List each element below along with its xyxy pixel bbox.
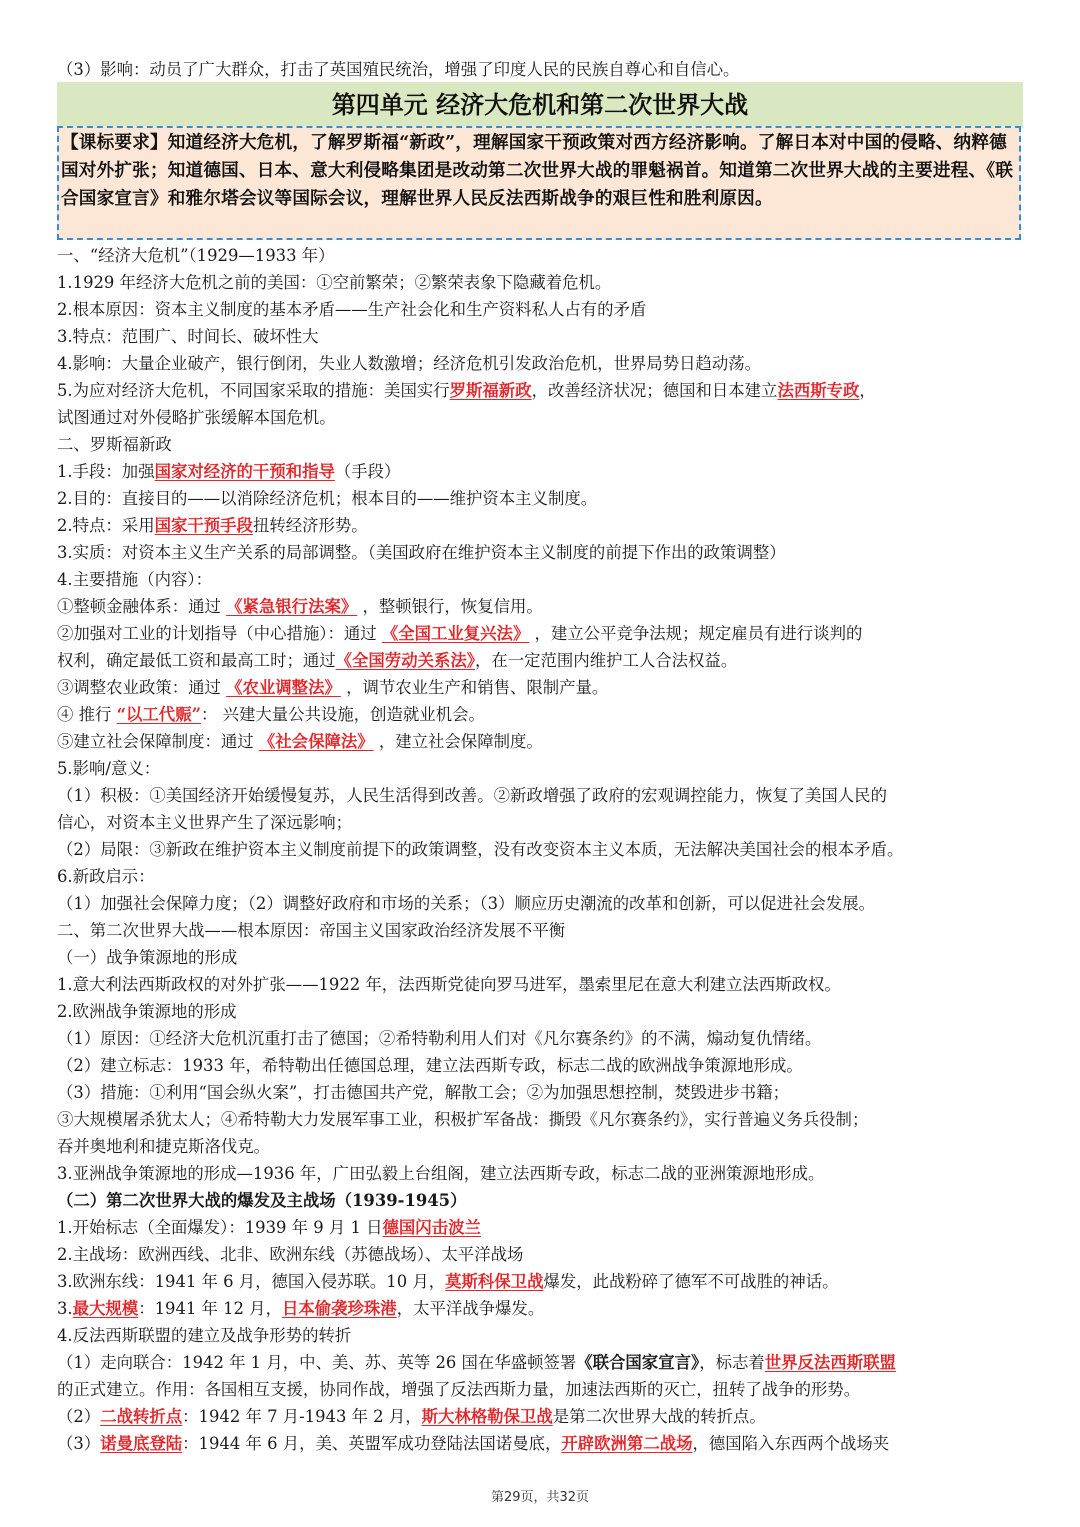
highlight-term: 日本偷袭珍珠港 bbox=[281, 1299, 397, 1318]
text-line: （2）二战转折点：1942 年 7 月-1943 年 2 月，斯大林格勒保卫战是第二次世界大战的转折点。 bbox=[57, 1407, 766, 1426]
text-line: 3.特点：范围广、时间长、破坏性大 bbox=[57, 327, 319, 346]
text-line: 4.影响：大量企业破产，银行倒闭，失业人数激增；经济危机引发政治危机，世界局势日趋动荡。 bbox=[57, 354, 762, 373]
text-line: （3）诺曼底登陆：1944 年 6 月，美、英盟军成功登陆法国诺曼底，开辟欧洲第二战场，德国陷入东西两个战场夹 bbox=[57, 1434, 890, 1453]
section-heading: 二、罗斯福新政 bbox=[57, 435, 172, 454]
page-number: 第29页，共32页 bbox=[490, 1490, 590, 1505]
highlight-term: 《紧急银行法案》 bbox=[226, 597, 358, 616]
text-line: ③大规模屠杀犹太人；④希特勒大力发展军事工业，积极扩军备战：撕毁《凡尔赛条约》，实行普遍义务兵役制； bbox=[57, 1110, 869, 1129]
text-line: （1）积极：①美国经济开始缓慢复苏，人民生活得到改善。②新政增强了政府的宏观调控能力，恢复了美国人民的 bbox=[57, 786, 887, 805]
text-line: （3）影响：动员了广大群众，打击了英国殖民统治，增强了印度人民的民族自尊心和自信心。 bbox=[57, 60, 740, 79]
text-line: （3）措施：①利用“国会纵火案”，打击德国共产党，解散工会；②为加强思想控制，焚毁进步书籍； bbox=[57, 1083, 789, 1102]
text-line: 3.欧洲东线：1941 年 6 月，德国入侵苏联。10 月，莫斯科保卫战爆发，此战粉碎了德军不可战胜的神话。 bbox=[57, 1272, 839, 1291]
text-line: ④ 推行 “以工代赈”： 兴建大量公共设施，创造就业机会。 bbox=[57, 705, 485, 724]
highlight-term: 国家干预手段 bbox=[154, 516, 253, 535]
highlight-term: 《全国工业复兴法》 bbox=[381, 624, 530, 643]
text-line: （1）原因：①经济大危机沉重打击了德国；②希特勒利用人们对《凡尔赛条约》的不满，煽动复仇情绪。 bbox=[57, 1029, 822, 1048]
text-line: 2.欧洲战争策源地的形成 bbox=[57, 1002, 237, 1021]
highlight-term: 莫斯科保卫战 bbox=[445, 1272, 544, 1291]
highlight-term: 二战转折点 bbox=[100, 1407, 183, 1426]
text-line: （1）走向联合：1942 年 1 月，中、美、苏、英等 26 国在华盛顿签署《联合国家宣言》，标志着世界反法西斯联盟 bbox=[57, 1353, 896, 1372]
text-line: 4.主要措施（内容）： bbox=[57, 570, 212, 589]
text-line: 1.开始标志（全面爆发）：1939 年 9 月 1 日德国闪击波兰 bbox=[57, 1218, 481, 1237]
highlight-term: 《全国劳动关系法》 bbox=[335, 651, 475, 670]
highlight-term: “以工代赈” bbox=[116, 705, 202, 724]
text-line: 权利，确定最低工资和最高工时；通过《全国劳动关系法》，在一定范围内维护工人合法权益。 bbox=[57, 651, 738, 670]
text-line: ③调整农业政策：通过 《农业调整法》 ，调节农业生产和销售、限制产量。 bbox=[57, 678, 609, 697]
highlight-term: 开辟欧洲第二战场 bbox=[561, 1434, 693, 1453]
text-line: （2）局限：③新政在维护资本主义制度前提下的政策调整，没有改变资本主义本质，无法解决美国社会的根本矛盾。 bbox=[57, 840, 904, 859]
highlight-term: 《社会保障法》 bbox=[258, 732, 374, 751]
text-line: 5.为应对经济大危机，不同国家采取的措施：美国实行罗斯福新政，改善经济状况；德国和日本建立法西斯专政， bbox=[57, 381, 876, 400]
text-line: 信心，对资本主义世界产生了深远影响； bbox=[57, 813, 353, 832]
text-line: 2.主战场：欧洲西线、北非、欧洲东线（苏德战场）、太平洋战场 bbox=[57, 1245, 524, 1264]
highlight-term: 国家对经济的干预和指导 bbox=[154, 462, 335, 481]
text-line: 3.最大规模：1941 年 12 月，日本偷袭珍珠港，太平洋战争爆发。 bbox=[57, 1299, 545, 1318]
text-line: 4.反法西斯联盟的建立及战争形势的转折 bbox=[57, 1326, 352, 1345]
section-heading: 二、第二次世界大战——根本原因：帝国主义国家政治经济发展不平衡 bbox=[57, 921, 566, 940]
text-line: （2）建立标志：1933 年，希特勒出任德国总理，建立法西斯专政，标志二战的欧洲战争策源地形成。 bbox=[57, 1056, 803, 1075]
highlight-term: 斯大林格勒保卫战 bbox=[421, 1407, 553, 1426]
text-line: 1.手段：加强国家对经济的干预和指导（手段） bbox=[57, 462, 401, 481]
text-line: 2.目的：直接目的——以消除经济危机；根本目的——维护资本主义制度。 bbox=[57, 489, 598, 508]
highlight-term: 法西斯专政 bbox=[777, 381, 860, 400]
text-line: ①整顿金融体系：通过 《紧急银行法案》 ，整顿银行，恢复信用。 bbox=[57, 597, 543, 616]
text-line: 的正式建立。作用：各国相互支援，协同作战，增强了反法西斯力量，加速法西斯的灭亡，扭转了战争的形势。 bbox=[57, 1380, 861, 1399]
curriculum-requirement-text: 【课标要求】知道经济大危机，了解罗斯福“新政”，理解国家干预政策对西方经济影响。了解日本对中国的侵略、纳粹德国对外扩张；知道德国、日本、意大利侵略集团是改动第二次世界大战的罪魁祸首。知道第二次世界大战的主要进程、《联合国家宣言》和雅尔塔会议等国际会议，理解世界人民反法西斯战争的艰巨性和胜利原因。 bbox=[61, 132, 1014, 209]
text-line: 试图通过对外侵略扩张缓解本国危机。 bbox=[57, 408, 336, 427]
text-line: 3.实质：对资本主义生产关系的局部调整。（美国政府在维护资本主义制度的前提下作出的政策调整） bbox=[57, 543, 786, 562]
highlight-term: 最大规模 bbox=[72, 1299, 139, 1318]
text-line: （1）加强社会保障力度；（2）调整好政府和市场的关系；（3）顺应历史潮流的改革和创新，可以促进社会发展。 bbox=[57, 894, 876, 913]
text-line: 2.根本原因：资本主义制度的基本矛盾——生产社会化和生产资料私人占有的矛盾 bbox=[57, 300, 647, 319]
highlight-term: 罗斯福新政 bbox=[449, 381, 532, 400]
text-line: 1.意大利法西斯政权的对外扩张——1922 年，法西斯党徒向罗马进军，墨索里尼在意大利建立法西斯政权。 bbox=[57, 975, 841, 994]
section-heading: 一、“经济大危机”（1929—1933 年） bbox=[57, 246, 335, 265]
text-line: 2.特点：采用国家干预手段扭转经济形势。 bbox=[57, 516, 368, 535]
text-line: 6.新政启示： bbox=[57, 867, 155, 886]
highlight-term: 世界反法西斯联盟 bbox=[764, 1353, 896, 1372]
highlight-term: 《农业调整法》 bbox=[226, 678, 341, 697]
text-line: （一）战争策源地的形成 bbox=[57, 948, 238, 967]
text-line: ②加强对工业的计划指导（中心措施）：通过 《全国工业复兴法》 ，建立公平竞争法规；规定雇员有进行谈判的 bbox=[57, 624, 863, 643]
text-line: ⑤建立社会保障制度：通过 《社会保障法》 ，建立社会保障制度。 bbox=[57, 732, 543, 751]
text-line: 5.影响/意义： bbox=[57, 759, 161, 778]
unit-title: 第四单元 经济大危机和第二次世界大战 bbox=[57, 82, 1023, 128]
text-line: 3.亚洲战争策源地的形成—1936 年，广田弘毅上台组阁，建立法西斯专政，标志二战的亚洲策源地形成。 bbox=[57, 1164, 825, 1183]
highlight-term: 德国闪击波兰 bbox=[382, 1218, 481, 1237]
text-line: 1.1929 年经济大危机之前的美国：①空前繁荣；②繁荣表象下隐藏着危机。 bbox=[57, 273, 612, 292]
text-line: 吞并奥地利和捷克斯洛伐克。 bbox=[57, 1137, 271, 1156]
subsection-heading: （二）第二次世界大战的爆发及主战场（1939-1945） bbox=[57, 1191, 467, 1210]
curriculum-requirement-box bbox=[57, 126, 1021, 240]
highlight-term: 诺曼底登陆 bbox=[100, 1434, 183, 1453]
